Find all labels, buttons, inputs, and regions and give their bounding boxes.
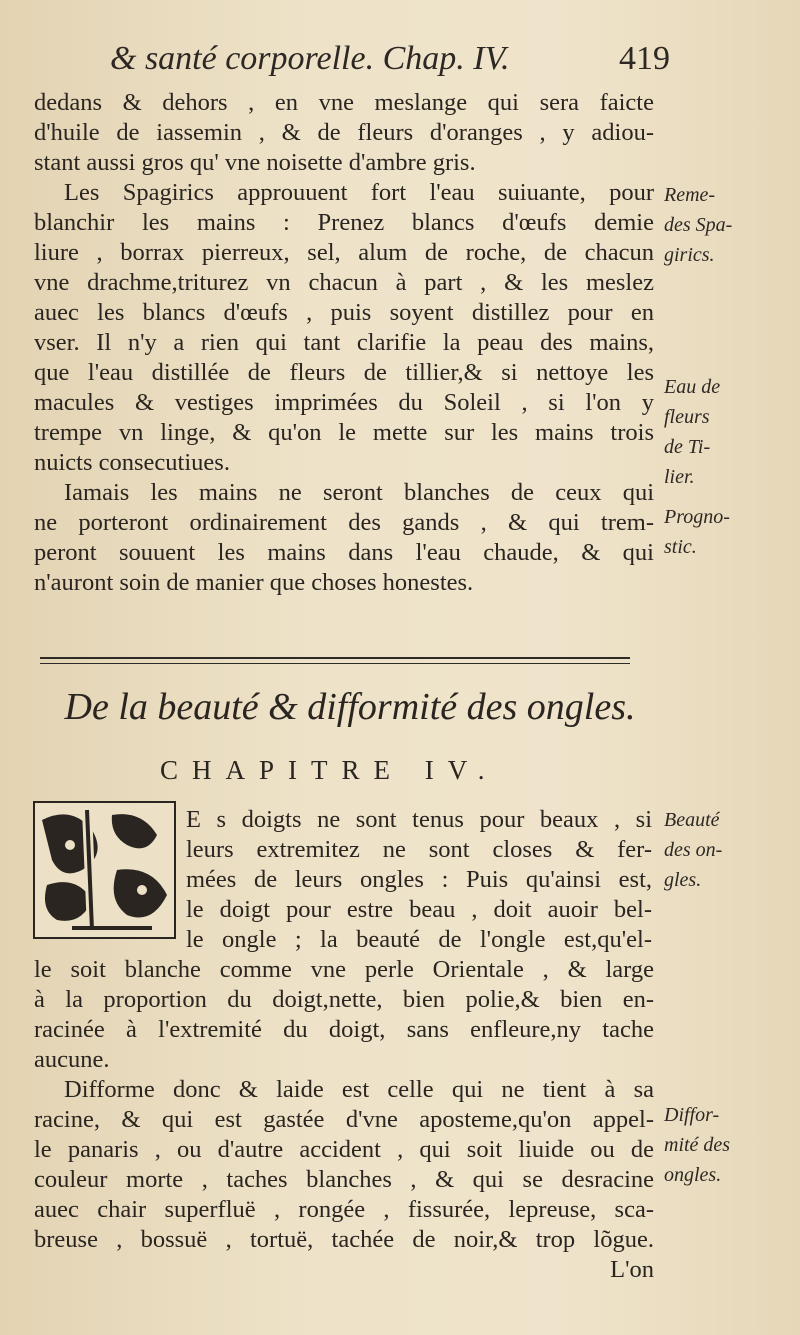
text-line: racine, & qui est gastée d'vne aposteme,qu'on appel-: [34, 1106, 654, 1133]
margin-note-line: Eau de: [664, 376, 721, 398]
margin-note-remedes: [664, 180, 794, 270]
margin-note-beaute: [664, 805, 794, 895]
text-line: vser. Il n'y a rien qui tant clarifie la peau des mains,: [34, 329, 654, 356]
margin-note-eau-de-fleurs: [664, 372, 794, 492]
text-line: breuse , bossuë , tortuë, tachée de noir,& trop lõgue.: [34, 1226, 654, 1253]
text-line: à la proportion du doigt,nette, bien polie,& bien en-: [34, 986, 654, 1013]
text-line: aucune.: [34, 1046, 110, 1073]
margin-note-line: mité des: [664, 1134, 731, 1156]
margin-note-line: Reme-: [664, 184, 716, 206]
text-line: le soit blanche comme vne perle Orientale , & large: [34, 956, 654, 983]
margin-note-line: gles.: [664, 869, 702, 891]
margin-note-line: stic.: [664, 536, 697, 558]
text-line: macules & vestiges imprimées du Soleil , si l'on y: [34, 389, 654, 416]
text-line: stant aussi gros qu' vne noisette d'ambre gris.: [34, 149, 476, 176]
text-line: E s doigts ne sont tenus pour beaux , si: [186, 806, 652, 833]
text-line: blanchir les mains : Prenez blancs d'œufs demie: [34, 209, 654, 236]
chapter-title: CHAPITRE IV.: [160, 755, 499, 785]
page-number: 419: [619, 40, 670, 77]
text-block-bottom: [34, 805, 654, 1285]
section-title: De la beauté & difformité des ongles.: [64, 686, 636, 728]
text-line: racinée à l'extremité du doigt, sans enfleure,ny tache: [34, 1016, 654, 1043]
text-block-top: [34, 88, 654, 598]
text-line: couleur morte , taches blanches , & qui se desracine: [34, 1166, 654, 1193]
text-line: Les Spagirics approuuent fort l'eau suiuante, pour: [64, 179, 654, 206]
margin-note-difformite: [664, 1100, 794, 1190]
text-line: peront souuent les mains dans l'eau chaude, & qui: [34, 539, 654, 566]
text-line: auec les blancs d'œufs , puis soyent distillez pour en: [34, 299, 654, 326]
text-line: nuicts consecutiues.: [34, 449, 230, 476]
margin-note-prognostic: [664, 502, 794, 562]
text-line: n'auront soin de manier que choses honestes.: [34, 569, 474, 596]
margin-note-line: fleurs: [664, 406, 710, 428]
text-line: auec chair superfluë , rongée , fissurée, lepreuse, sca-: [34, 1196, 654, 1223]
text-line: liure , borrax pierreux, sel, alum de roche, de chacun: [34, 239, 654, 266]
margin-note-line: de Ti-: [664, 436, 711, 458]
running-title: & santé corporelle. Chap. IV.: [110, 40, 510, 77]
margin-note-line: girics.: [664, 244, 715, 266]
text-line: leurs extremitez ne sont closes & fer-: [186, 836, 652, 863]
margin-note-line: des Spa-: [664, 214, 733, 236]
text-line: Difforme donc & laide est celle qui ne tient à sa: [64, 1076, 654, 1103]
text-line: le panaris , ou d'autre accident , qui soit liuide ou de: [34, 1136, 654, 1163]
margin-note-line: Progno-: [664, 506, 730, 528]
running-header: [110, 40, 670, 78]
margin-note-line: Beauté: [664, 809, 720, 831]
text-line: le doigt pour estre beau , doit auoir bel-: [186, 896, 652, 923]
text-line: mées de leurs ongles : Puis qu'ainsi est,: [186, 866, 652, 893]
margin-note-line: des on-: [664, 839, 723, 861]
margin-note-line: ongles.: [664, 1164, 722, 1186]
margin-note-line: Diffor-: [664, 1104, 720, 1126]
text-line: vne drachme,triturez vn chacun à part , & les meslez: [34, 269, 654, 296]
section-divider: [40, 657, 630, 664]
text-line: que l'eau distillée de fleurs de tillier,& si nettoye les: [34, 359, 654, 386]
text-line: ne porteront ordinairement des gands , & qui trem-: [34, 509, 654, 536]
text-line: d'huile de iassemin , & de fleurs d'oranges , y adiou-: [34, 119, 654, 146]
text-line: dedans & dehors , en vne meslange qui sera faicte: [34, 89, 654, 116]
margin-note-line: lier.: [664, 466, 695, 488]
catchword: L'on: [610, 1256, 654, 1283]
text-line: Iamais les mains ne seront blanches de ceux qui: [64, 479, 654, 506]
text-line: trempe vn linge, & qu'on le mette sur les mains trois: [34, 419, 654, 446]
text-line: le ongle ; la beauté de l'ongle est,qu'el-: [186, 926, 652, 953]
